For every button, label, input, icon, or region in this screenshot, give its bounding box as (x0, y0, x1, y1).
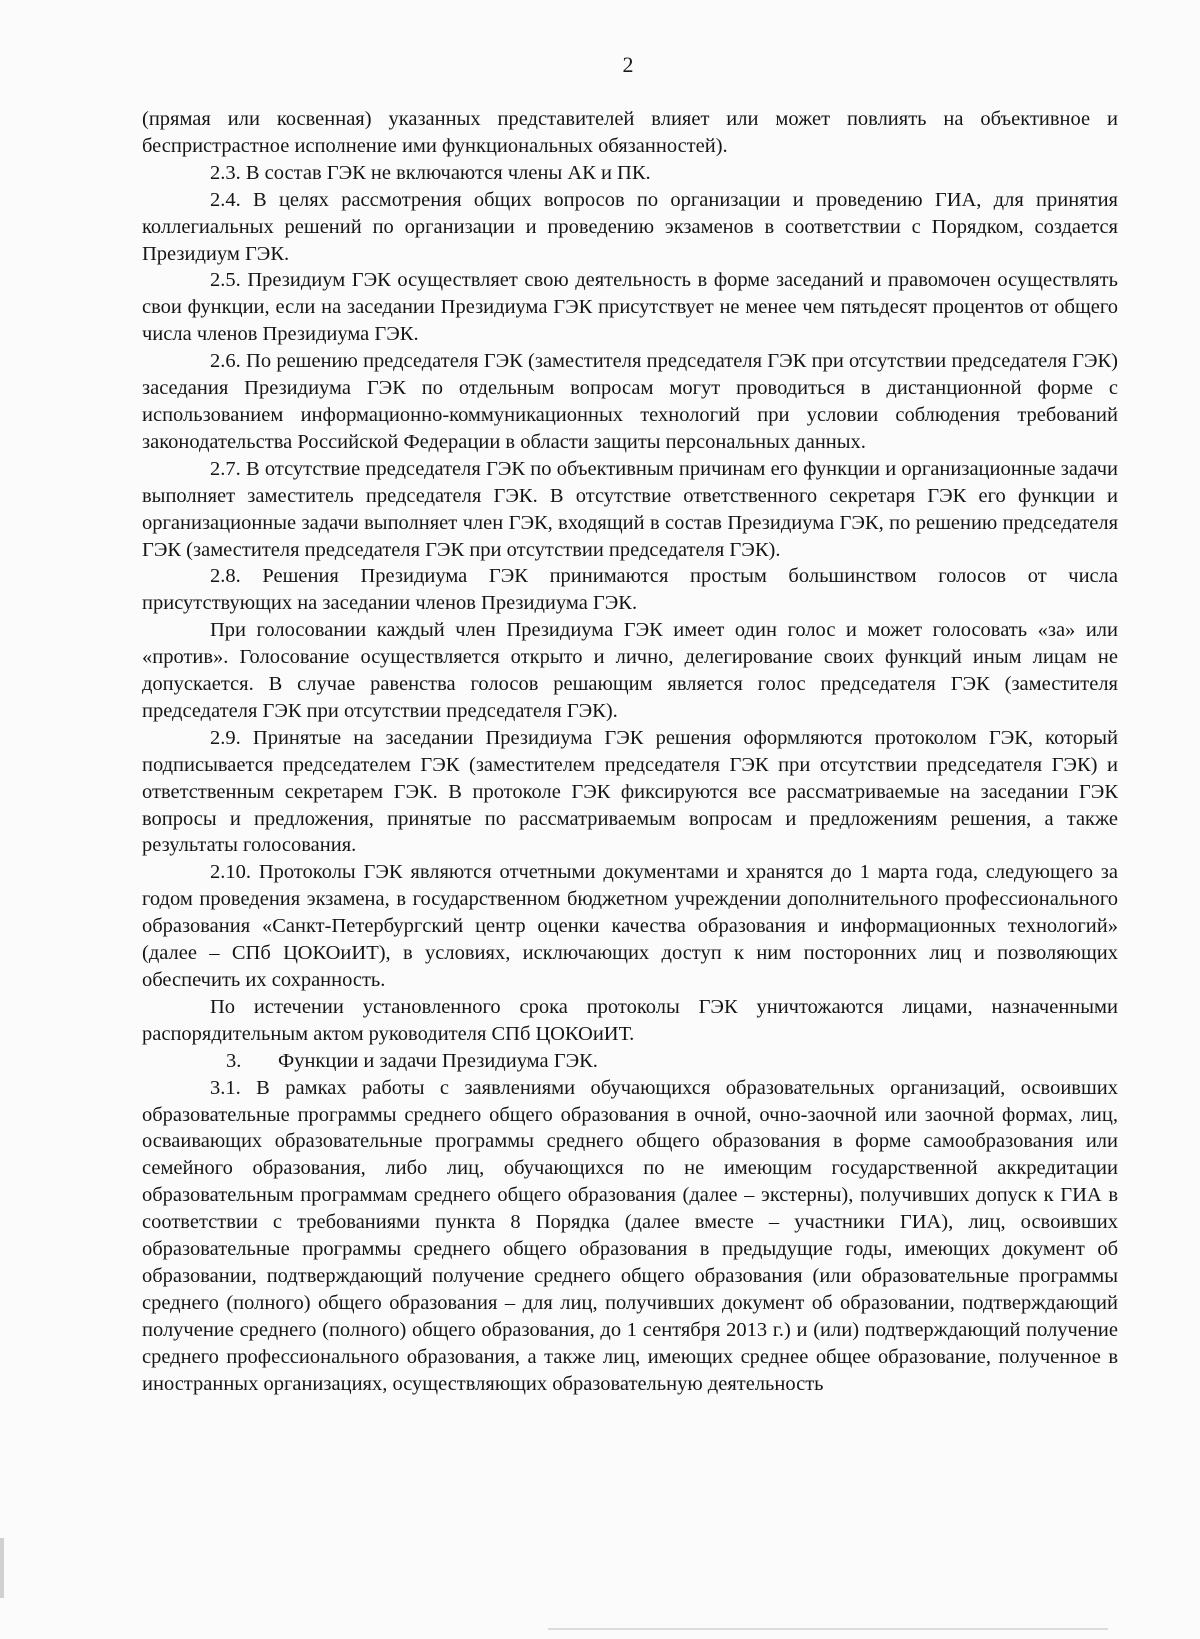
paragraph-voting: При голосовании каждый член Президиума ГЭК имеет один голос и может голосовать «за» или «против». Голосование осуществляется открыто и лично, делегирование своих функций иным лицам не допускается. В случае равенства голосов решающим является голос председателя ГЭК (заместителя председателя ГЭК при отсутствии председателя ГЭК). (142, 619, 1118, 722)
paragraph-2-9: 2.9. Принятые на заседании Президиума ГЭК решения оформляются протоколом ГЭК, который подписывается председателем ГЭК (заместителем председателя ГЭК при отсутствии председателя ГЭК) и ответственным секретарем ГЭК. В протоколе ГЭК фиксируются все рассматриваемые на заседании ГЭК вопросы и предложения, принятые по рассматриваемым вопросам и предложениям решения, а также результаты голосования. (142, 726, 1118, 857)
paragraph-2-4: 2.4. В целях рассмотрения общих вопросов по организации и проведению ГИА, для принятия коллегиальных решений по организации и проведению экзаменов в соответствии с Порядком, создается Президиум ГЭК. (142, 188, 1118, 265)
paragraph-2-3: 2.3. В состав ГЭК не включаются члены АК и ПК. (210, 161, 651, 184)
paragraph-2-8: 2.8. Решения Президиума ГЭК принимаются простым большинством голосов от числа присутствующих на заседании членов Президиума ГЭК. (142, 565, 1118, 615)
scan-edge-mark (0, 1538, 4, 1598)
paragraph-continuation: (прямая или косвенная) указанных представителей влияет или может повлиять на объективное и беспристрастное исполнение ими функциональных обязанностей). (142, 108, 1118, 157)
document-body (142, 106, 1118, 1398)
paragraph-3-1: 3.1. В рамках работы с заявлениями обучающихся образовательных организаций, освоивших образовательные программы среднего общего образования в очной, очно-заочной или заочной формах, лиц, осваивающих образовательные программы среднего общего образования в форме самообразования или семейного образования, либо лиц, обучающихся по не имеющим государственной аккредитации образовательным программам среднего общего образования (далее – экстерны), получивших допуск к ГИА в соответствии с требованиями пункта 8 Порядка (далее вместе – участники ГИА), лиц, освоивших образовательные программы среднего общего образования в предыдущие годы, имеющих документ об образовании, подтверждающий получение среднего общего образования (или образовательные программы среднего (полного) общего образования – для лиц, получивших документ об образовании, подтверждающий получение среднего (полного) общего образования, до 1 сентября 2013 г.) и (или) подтверждающий получение среднего профессионального образования, а также лиц, имеющих среднее общее образование, полученное в иностранных организациях, осуществляющих образовательную деятельность (142, 1076, 1118, 1395)
page-number: 2 (622, 52, 634, 77)
paragraph-2-7: 2.7. В отсутствие председателя ГЭК по объективным причинам его функции и организационные задачи выполняет заместитель председателя ГЭК. В отсутствие ответственного секретаря ГЭК его функции и организационные задачи выполняет член ГЭК, входящий в состав Президиума ГЭК, по решению председателя ГЭК (заместителя председателя ГЭК при отсутствии председателя ГЭК). (142, 457, 1118, 561)
scan-bottom-mark (548, 1628, 1108, 1630)
section-number: 3. (226, 1049, 242, 1072)
paragraph-2-6: 2.6. По решению председателя ГЭК (заместителя председателя ГЭК при отсутствии председателя ГЭК) заседания Президиума ГЭК по отдельным вопросам могут проводиться в дистанционной форме с использованием информационно-коммуникационных технологий при условии соблюдения требований законодательства Российской Федерации в области защиты персональных данных. (142, 350, 1118, 453)
section-heading-3 (142, 1048, 1118, 1075)
paragraph-2-10: 2.10. Протоколы ГЭК являются отчетными документами и хранятся до 1 марта года, следующего за годом проведения экзамена, в государственном бюджетном учреждении дополнительного профессионального образования «Санкт-Петербургский центр оценки качества образования и информационных технологий» (далее – СПб ЦОКОиИТ), в условиях, исключающих доступ к ним посторонних лиц и позволяющих обеспечить их сохранность. (142, 861, 1118, 991)
section-title: Функции и задачи Президиума ГЭК. (278, 1049, 598, 1072)
paragraph-2-5: 2.5. Президиум ГЭК осуществляет свою деятельность в форме заседаний и правомочен осуществлять свои функции, если на заседании Президиума ГЭК присутствует не менее чем пятьдесят процентов от общего числа членов Президиума ГЭК. (142, 269, 1118, 346)
paragraph-protocol-destruction: По истечении установленного срока протоколы ГЭК уничтожаются лицами, назначенными распорядительным актом руководителя СПб ЦОКОиИТ. (142, 995, 1118, 1045)
